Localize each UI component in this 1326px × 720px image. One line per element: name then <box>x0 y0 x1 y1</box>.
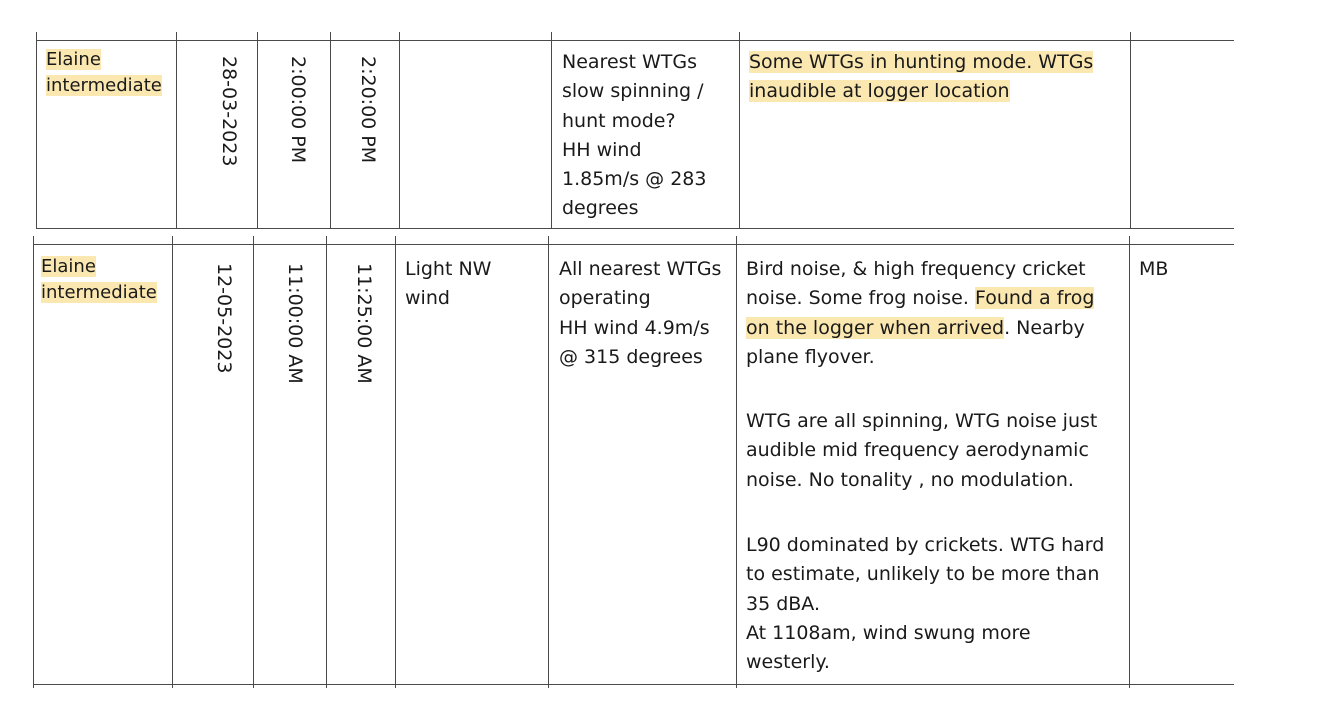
wtg-status-line: 1.85m/s @ 283 <box>562 168 707 191</box>
notes-highlight: Found a frog <box>974 287 1095 310</box>
wtg-status-line: hunt mode? <box>562 109 676 132</box>
wtg-status-line: operating <box>559 287 651 310</box>
notes-highlight: on the logger when arrived <box>746 316 1005 339</box>
row2-col-border <box>395 236 396 688</box>
notes-text: . Nearby <box>1004 316 1085 339</box>
notes-line: noise. No tonality , no modulation. <box>746 468 1074 491</box>
row1-top-border <box>36 40 1234 41</box>
location-cell <box>46 47 162 99</box>
end-time-cell: 11:25:00 AM <box>353 263 375 384</box>
row2-col-border <box>736 236 737 688</box>
wtg-status-line: HH wind <box>562 138 642 161</box>
notes-paragraph <box>746 407 1097 495</box>
start-time-cell: 11:00:00 AM <box>284 263 306 384</box>
wtg-status-line: HH wind 4.9m/s <box>559 316 710 339</box>
row1-col-border <box>739 32 740 229</box>
notes-line: At 1108am, wind swung more <box>746 621 1031 644</box>
location-line: Elaine <box>41 256 96 277</box>
row2-col-border <box>326 236 327 688</box>
row1-col-border <box>1130 32 1131 229</box>
notes-highlight: Some WTGs in hunting mode. WTGs <box>749 51 1094 73</box>
notes-line: audible mid frequency aerodynamic <box>746 439 1089 462</box>
wtg-status-line: @ 315 degrees <box>559 345 703 368</box>
date-cell: 12-05-2023 <box>213 263 235 374</box>
row2-col-border <box>548 236 549 688</box>
notes-line: to estimate, unlikely to be more than <box>746 563 1100 586</box>
row2-bottom-border <box>33 684 1234 685</box>
row1-col-border <box>399 32 400 229</box>
wtg-status-line: degrees <box>562 197 639 220</box>
location-line: intermediate <box>41 282 157 303</box>
notes-line: westerly. <box>746 651 830 674</box>
wtg-status-cell <box>562 48 706 224</box>
row1-col-border <box>257 32 258 229</box>
row2-col-border <box>172 236 173 688</box>
row2-col-border <box>253 236 254 688</box>
row2-top-border <box>33 244 1234 245</box>
notes-line: Bird noise, & high frequency cricket <box>746 258 1086 280</box>
notes-cell <box>749 48 1093 107</box>
row2-col-border <box>1129 236 1130 688</box>
wtg-status-line: All nearest WTGs <box>559 258 722 280</box>
initials-cell: MB <box>1139 258 1169 280</box>
start-time-cell: 2:00:00 PM <box>287 56 309 164</box>
row1-bottom-border <box>36 228 1234 229</box>
notes-paragraph <box>746 531 1104 677</box>
notes-cell <box>746 255 1094 372</box>
wtg-status-line: Nearest WTGs <box>562 51 698 73</box>
wtg-status-cell <box>559 255 721 372</box>
wind-cell <box>405 255 491 314</box>
row2-col-border <box>33 236 34 688</box>
wtg-status-line: slow spinning / <box>562 80 704 103</box>
location-line: Elaine <box>46 49 101 70</box>
end-time-cell: 2:20:00 PM <box>357 56 379 164</box>
row1-col-border <box>176 32 177 229</box>
location-cell <box>41 254 157 306</box>
notes-line: L90 dominated by crickets. WTG hard <box>746 534 1105 556</box>
row1-col-border <box>36 32 37 229</box>
row1-col-border <box>330 32 331 229</box>
notes-line: WTG are all spinning, WTG noise just <box>746 410 1098 432</box>
notes-highlight: inaudible at logger location <box>749 80 1010 103</box>
notes-text: noise. Some frog noise. <box>746 287 975 310</box>
date-cell: 28-03-2023 <box>218 56 240 167</box>
location-line: intermediate <box>46 75 162 96</box>
notes-line: plane flyover. <box>746 345 875 368</box>
wind-line: Light NW <box>405 258 492 280</box>
notes-line: 35 dBA. <box>746 592 821 615</box>
wind-line: wind <box>405 287 450 310</box>
row1-col-border <box>551 32 552 229</box>
